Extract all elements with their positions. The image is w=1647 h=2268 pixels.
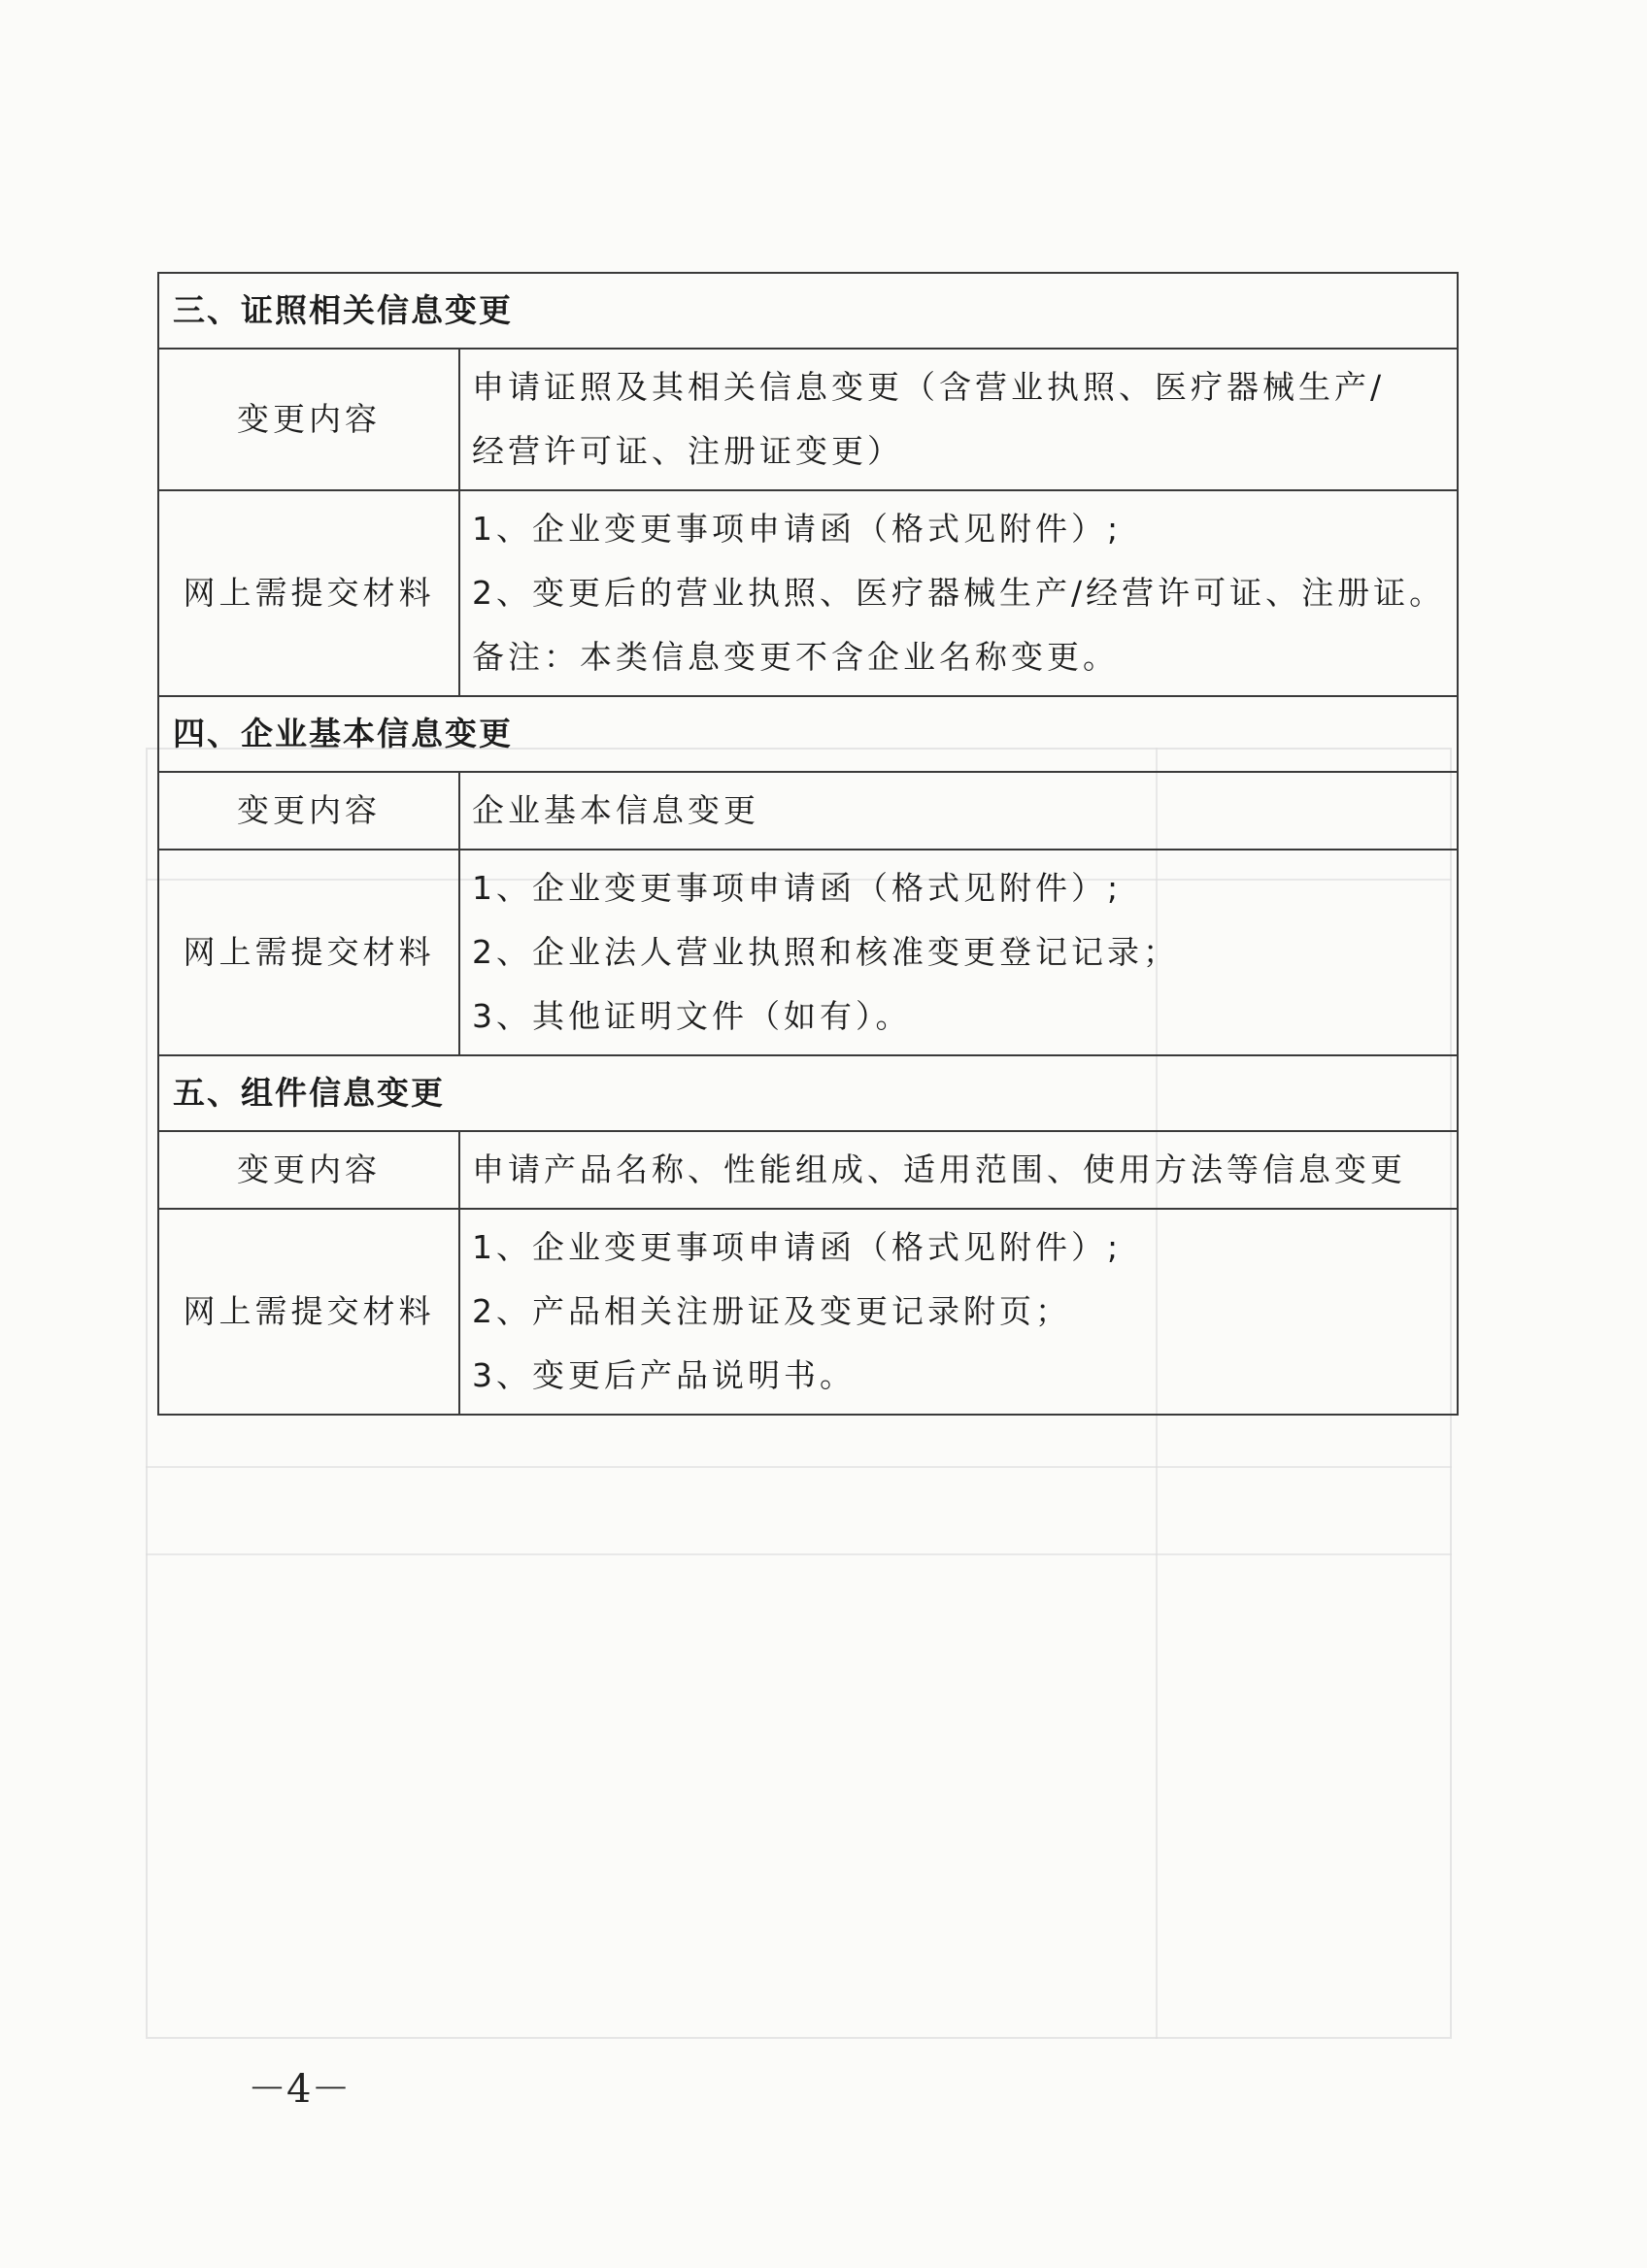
- table-body: [158, 273, 1458, 1415]
- text-line: 申请产品名称、性能组成、适用范围、使用方法等信息变更: [472, 1151, 1406, 1188]
- change-content-text: [459, 349, 1458, 490]
- change-content-label: 变更内容: [158, 772, 459, 850]
- text-line: 3、变更后产品说明书。: [472, 1356, 856, 1394]
- materials-text: [459, 490, 1458, 696]
- section-heading: 五、组件信息变更: [158, 1055, 1458, 1131]
- materials-text: [459, 850, 1458, 1055]
- materials-row: [158, 490, 1458, 696]
- materials-label: 网上需提交材料: [158, 850, 459, 1055]
- materials-row: [158, 850, 1458, 1055]
- bleed-through-rule: [146, 1466, 1452, 1468]
- text-line: 企业基本信息变更: [472, 791, 759, 829]
- text-line: 2、企业法人营业执照和核准变更登记记录；: [472, 933, 1179, 971]
- section-heading: 四、企业基本信息变更: [158, 696, 1458, 772]
- materials-row: [158, 1209, 1458, 1415]
- materials-label: 网上需提交材料: [158, 490, 459, 696]
- text-line: 1、企业变更事项申请函（格式见附件）;: [472, 1228, 1123, 1266]
- text-line: 3、其他证明文件（如有）。: [472, 997, 912, 1035]
- change-info-table: [157, 272, 1459, 1416]
- page-number: －4－: [248, 2067, 351, 2112]
- change-content-text: [459, 772, 1458, 850]
- text-line: 2、变更后的营业执照、医疗器械生产/经营许可证、注册证。: [472, 574, 1446, 612]
- text-line: 2、产品相关注册证及变更记录附页；: [472, 1292, 1071, 1330]
- materials-text: [459, 1209, 1458, 1415]
- change-content-label: 变更内容: [158, 1131, 459, 1209]
- change-content-label: 变更内容: [158, 349, 459, 490]
- section-heading-row: [158, 1055, 1458, 1131]
- text-line: 备注：本类信息变更不含企业名称变更。: [472, 638, 1119, 676]
- bleed-through-rule: [146, 1553, 1452, 1555]
- text-line: 经营许可证、注册证变更）: [472, 432, 903, 470]
- section-heading-row: [158, 696, 1458, 772]
- change-content-text: [459, 1131, 1458, 1209]
- materials-label: 网上需提交材料: [158, 1209, 459, 1415]
- change-content-row: [158, 1131, 1458, 1209]
- section-heading-row: [158, 273, 1458, 349]
- text-line: 申请证照及其相关信息变更（含营业执照、医疗器械生产/: [472, 368, 1386, 406]
- change-content-row: [158, 349, 1458, 490]
- change-content-row: [158, 772, 1458, 850]
- section-heading: 三、证照相关信息变更: [158, 273, 1458, 349]
- text-line: 1、企业变更事项申请函（格式见附件）;: [472, 869, 1123, 907]
- text-line: 1、企业变更事项申请函（格式见附件）;: [472, 510, 1123, 548]
